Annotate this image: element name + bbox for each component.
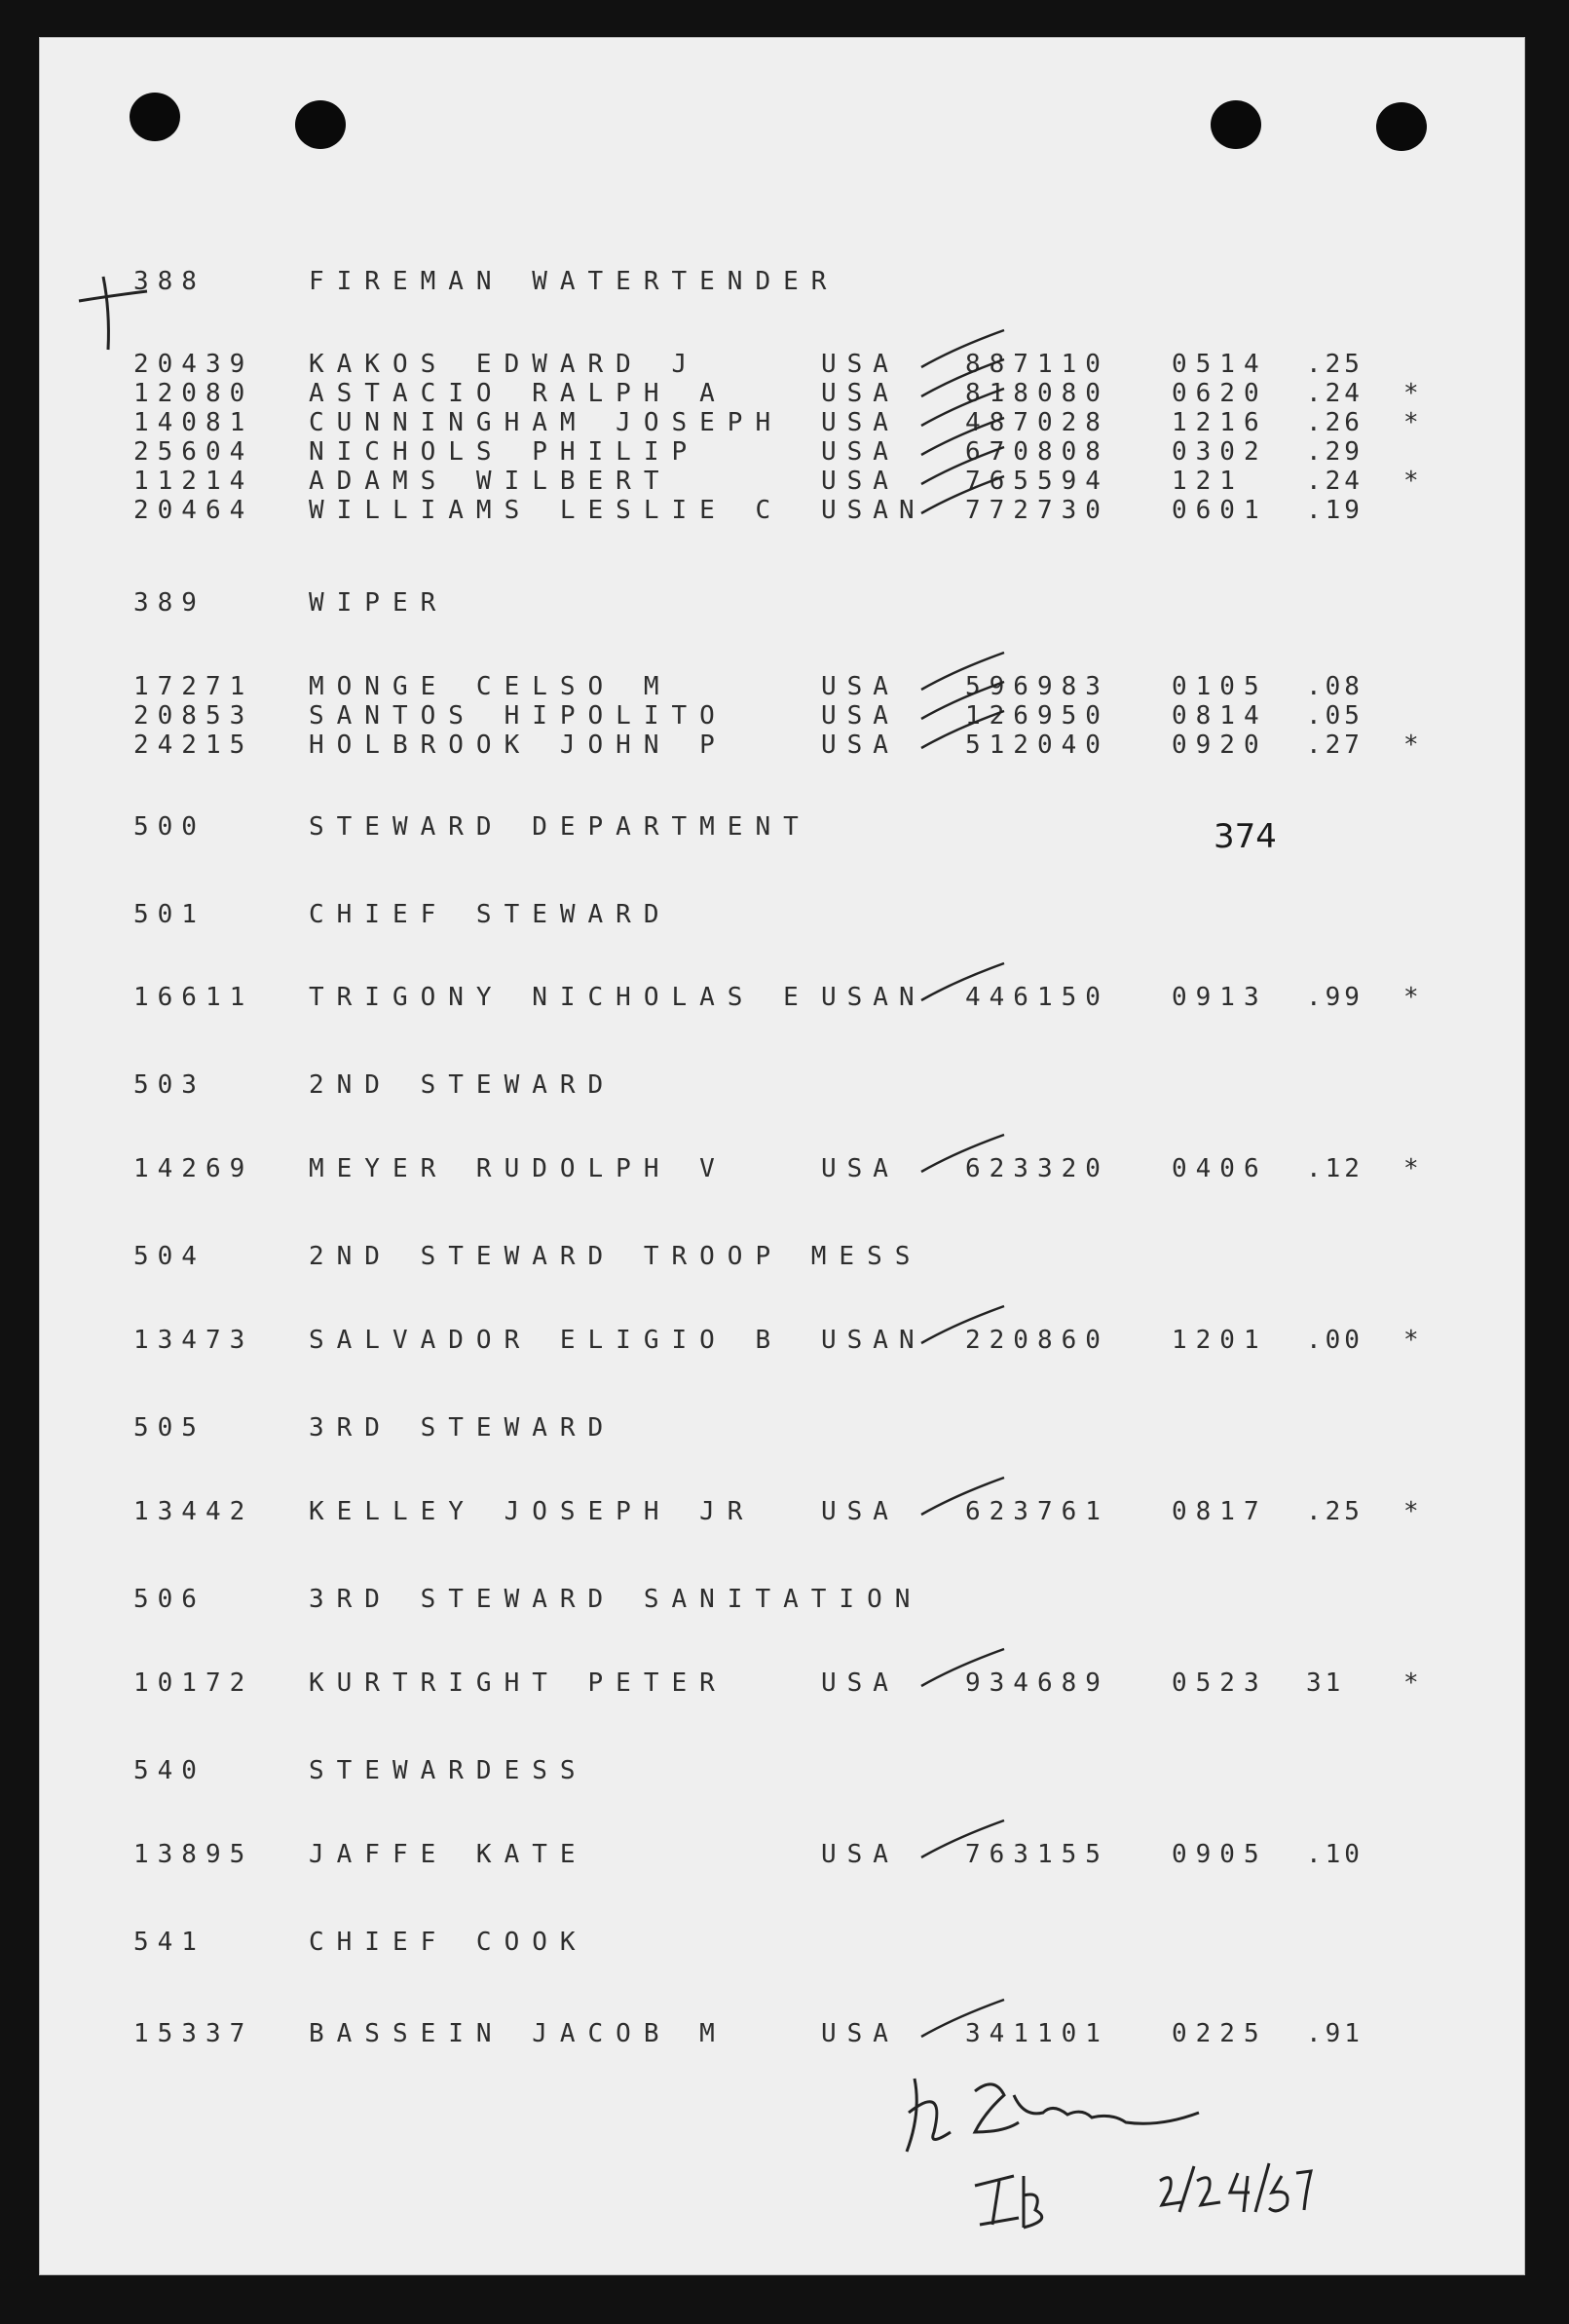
- rate-value: .19: [1306, 496, 1364, 525]
- section-code: 389: [133, 588, 205, 618]
- document-page: [39, 37, 1525, 2275]
- crew-id: 11214: [133, 467, 254, 496]
- nationality: USA: [821, 1497, 899, 1526]
- rate-value: .05: [1306, 701, 1364, 731]
- crew-name: NICHOLS PHILIP: [309, 437, 700, 467]
- section-code: 540: [133, 1756, 205, 1785]
- section-code: 503: [133, 1070, 205, 1100]
- rate-value: .08: [1306, 672, 1364, 701]
- crew-name: ASTACIO RALPH A: [309, 379, 728, 408]
- date-code: 121: [1172, 467, 1244, 496]
- crew-id: 24215: [133, 731, 254, 760]
- crew-id: 20439: [133, 350, 254, 379]
- document-number: 763155: [965, 1840, 1109, 1869]
- crew-name: TRIGONY NICHOLAS E: [309, 983, 811, 1012]
- crew-name: HOLBROOK JOHN P: [309, 731, 728, 760]
- date-code: 0406: [1172, 1154, 1268, 1183]
- section-code: 504: [133, 1242, 205, 1271]
- document-number: 623320: [965, 1154, 1109, 1183]
- date-code: 0814: [1172, 701, 1268, 731]
- asterisk-mark: *: [1403, 1497, 1419, 1526]
- section-title: CHIEF COOK: [309, 1928, 588, 1957]
- crew-id: 17271: [133, 672, 254, 701]
- date-code: 0905: [1172, 1840, 1268, 1869]
- section-title: STEWARD DEPARTMENT: [309, 812, 811, 842]
- section-title: 2ND STEWARD: [309, 1070, 616, 1100]
- section-title: 3RD STEWARD: [309, 1413, 616, 1443]
- document-number: 220860: [965, 1326, 1109, 1355]
- rate-value: .00: [1306, 1326, 1364, 1355]
- rate-value: .29: [1306, 437, 1364, 467]
- nationality: USA: [821, 437, 899, 467]
- document-number: 887110: [965, 350, 1109, 379]
- document-number: 623761: [965, 1497, 1109, 1526]
- crew-name: SANTOS HIPOLITO: [309, 701, 728, 731]
- asterisk-mark: *: [1403, 467, 1419, 496]
- nationality: USA: [821, 2019, 899, 2048]
- rate-value: 31: [1306, 1668, 1345, 1698]
- date-code: 0601: [1172, 496, 1268, 525]
- document-number: 446150: [965, 983, 1109, 1012]
- section-code: 506: [133, 1585, 205, 1614]
- date-code: 0913: [1172, 983, 1268, 1012]
- date-code: 1201: [1172, 1326, 1268, 1355]
- crew-id: 20853: [133, 701, 254, 731]
- section-code: 541: [133, 1928, 205, 1957]
- date-code: 0514: [1172, 350, 1268, 379]
- crew-name: WILLIAMS LESLIE C: [309, 496, 784, 525]
- nationality: USAN: [821, 983, 925, 1012]
- section-code: 501: [133, 900, 205, 929]
- date-code: 0817: [1172, 1497, 1268, 1526]
- rate-value: .10: [1306, 1840, 1364, 1869]
- nationality: USA: [821, 408, 899, 437]
- nationality: USA: [821, 350, 899, 379]
- document-number: 596983: [965, 672, 1109, 701]
- asterisk-mark: *: [1403, 731, 1419, 760]
- rate-value: .91: [1306, 2019, 1364, 2048]
- crew-name: ADAMS WILBERT: [309, 467, 672, 496]
- crew-id: 20464: [133, 496, 254, 525]
- page-number: 374: [1214, 817, 1277, 856]
- crew-name: CUNNINGHAM JOSEPH: [309, 408, 784, 437]
- crew-name: MEYER RUDOLPH V: [309, 1154, 728, 1183]
- rate-value: .26: [1306, 408, 1364, 437]
- nationality: USA: [821, 1154, 899, 1183]
- crew-id: 25604: [133, 437, 254, 467]
- section-code: 388: [133, 267, 205, 296]
- rate-value: .24: [1306, 467, 1364, 496]
- nationality: USA: [821, 1840, 899, 1869]
- rate-value: .25: [1306, 350, 1364, 379]
- crew-id: 12080: [133, 379, 254, 408]
- crew-id: 10172: [133, 1668, 254, 1698]
- nationality: USA: [821, 1668, 899, 1698]
- rate-value: .99: [1306, 983, 1364, 1012]
- date-code: 0523: [1172, 1668, 1268, 1698]
- crew-id: 13442: [133, 1497, 254, 1526]
- date-code: 0620: [1172, 379, 1268, 408]
- section-title: FIREMAN WATERTENDER: [309, 267, 840, 296]
- crew-name: BASSEIN JACOB M: [309, 2019, 728, 2048]
- document-number: 341101: [965, 2019, 1109, 2048]
- asterisk-mark: *: [1403, 379, 1419, 408]
- asterisk-mark: *: [1403, 408, 1419, 437]
- date-code: 0920: [1172, 731, 1268, 760]
- section-title: 2ND STEWARD TROOP MESS: [309, 1242, 923, 1271]
- document-number: 772730: [965, 496, 1109, 525]
- crew-id: 16611: [133, 983, 254, 1012]
- crew-name: KELLEY JOSEPH JR: [309, 1497, 756, 1526]
- asterisk-mark: *: [1403, 983, 1419, 1012]
- nationality: USA: [821, 379, 899, 408]
- crew-name: KURTRIGHT PETER: [309, 1668, 728, 1698]
- document-number: 126950: [965, 701, 1109, 731]
- rate-value: .24: [1306, 379, 1364, 408]
- crew-id: 13895: [133, 1840, 254, 1869]
- crew-id: 15337: [133, 2019, 254, 2048]
- section-code: 500: [133, 812, 205, 842]
- section-title: 3RD STEWARD SANITATION: [309, 1585, 923, 1614]
- date-code: 0105: [1172, 672, 1268, 701]
- date-code: 0225: [1172, 2019, 1268, 2048]
- document-number: 487028: [965, 408, 1109, 437]
- date-code: 1216: [1172, 408, 1268, 437]
- crew-id: 14269: [133, 1154, 254, 1183]
- document-number: 765594: [965, 467, 1109, 496]
- asterisk-mark: *: [1403, 1326, 1419, 1355]
- document-number: 512040: [965, 731, 1109, 760]
- asterisk-mark: *: [1403, 1154, 1419, 1183]
- crew-name: MONGE CELSO M: [309, 672, 672, 701]
- document-number: 670808: [965, 437, 1109, 467]
- section-code: 505: [133, 1413, 205, 1443]
- section-title: CHIEF STEWARD: [309, 900, 672, 929]
- rate-value: .25: [1306, 1497, 1364, 1526]
- section-title: STEWARDESS: [309, 1756, 588, 1785]
- date-code: 0302: [1172, 437, 1268, 467]
- crew-name: JAFFE KATE: [309, 1840, 588, 1869]
- document-number: 818080: [965, 379, 1109, 408]
- rate-value: .12: [1306, 1154, 1364, 1183]
- document-number: 934689: [965, 1668, 1109, 1698]
- crew-id: 14081: [133, 408, 254, 437]
- crew-name: SALVADOR ELIGIO B: [309, 1326, 784, 1355]
- nationality: USA: [821, 731, 899, 760]
- nationality: USA: [821, 467, 899, 496]
- crew-name: KAKOS EDWARD J: [309, 350, 700, 379]
- nationality: USA: [821, 701, 899, 731]
- crew-id: 13473: [133, 1326, 254, 1355]
- section-title: WIPER: [309, 588, 449, 618]
- nationality: USAN: [821, 1326, 925, 1355]
- handwritten-signature: [40, 38, 1524, 2274]
- rate-value: .27: [1306, 731, 1364, 760]
- nationality: USA: [821, 672, 899, 701]
- asterisk-mark: *: [1403, 1668, 1419, 1698]
- nationality: USAN: [821, 496, 925, 525]
